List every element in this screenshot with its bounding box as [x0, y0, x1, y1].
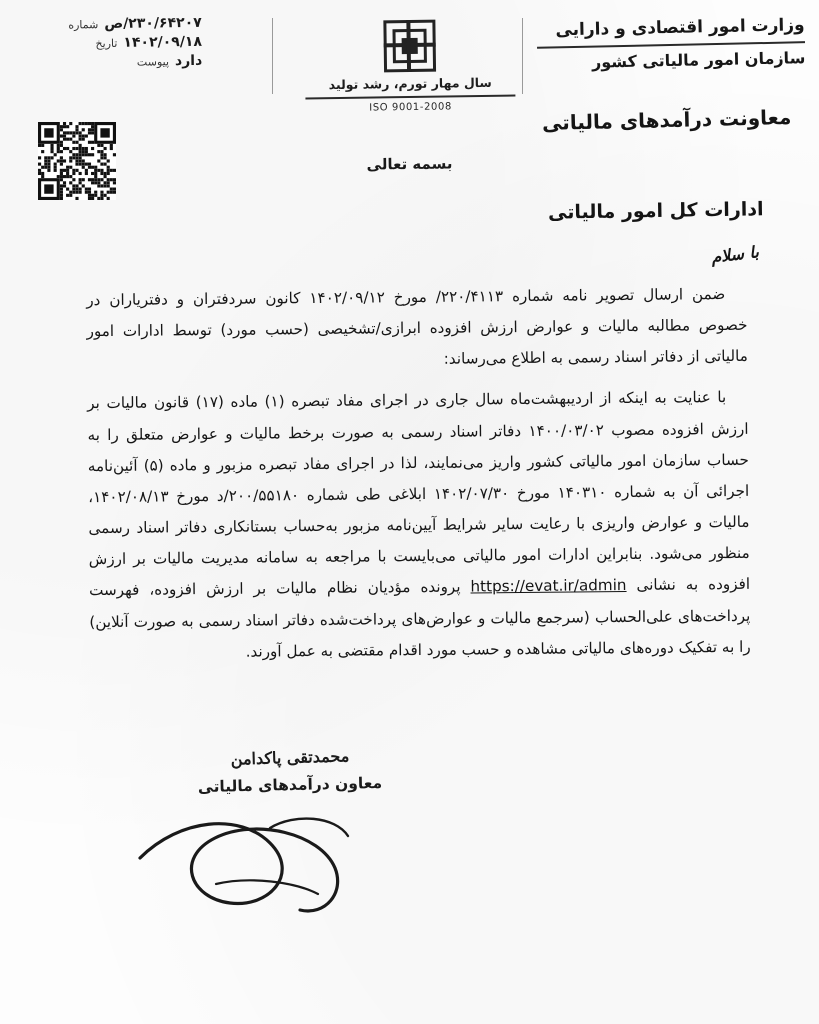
- letter-date-value: ۱۴۰۲/۰۹/۱۸: [123, 33, 203, 51]
- evat-portal-link[interactable]: https://evat.ir/admin: [470, 576, 627, 596]
- letter-number-row: [12, 15, 202, 33]
- ministry-line: وزارت امور اقتصادی و دارایی: [555, 15, 805, 41]
- salutation: [710, 242, 760, 267]
- tax-organization-emblem-icon: [383, 20, 436, 73]
- salutation-text: با سلام: [710, 242, 760, 267]
- paragraph-2-text: با عنایت به اینکه از اردیبهشت‌ماه سال جاری در اجرای مفاد تبصره (۱) ماده (۱۷) قانون مالیات بر ارزش افزوده مصوب ۱۴۰۰/۰۳/۰۲ دفاتر اسناد رسمی به صورت برخط مالیات و عوارض متعلق را به حساب سازمان امور مالیاتی کشور واریز می‌نمایند، لذا در اجرای مفاد تبصره مزبور و ماده (۵) آئین‌نامه اجرائی آن به شماره ۱۴۰۳۱۰ مورخ ۱۴۰۲/۰۷/۳۰ ابلاغی طی شماره ۲۰۰/۵۵۱۸۰/د مورخ ۱۴۰۲/۰۸/۱۳، مالیات و عوارض واریزی با رعایت سایر شرایط آیین‌نامه مزبور به‌حساب بستانکاری دفاتر اسناد رسمی منظور می‌شود. بنابراین ادارات امور مالیاتی می‌بایست با مراجعه به سامانه مدیریت مالیات بر ارزش افزوده به نشانی: [87, 388, 751, 595]
- letter-date-label: تاریخ: [95, 36, 118, 51]
- letter-attachment-row: [12, 53, 202, 71]
- letter-number-label: شماره: [68, 18, 99, 32]
- header-divider-left: [272, 18, 273, 94]
- department-title: معاونت درآمدهای مالیاتی: [541, 104, 792, 136]
- paragraph-3-text: پرونده مؤدیان نظام مالیات بر ارزش افزوده، فهرست پرداخت‌های علی‌الحساب (سرجمع مالیات و عوارض‌های پرداخت‌شده دفاتر اسناد رسمی به صورت آنلاین) را به تفکیک دوره‌های مالیاتی مشاهده و حسب مورد اقدام مقتضی به عمل آورند.: [88, 578, 751, 661]
- year-slogan: سال مهار تورم، رشد تولید: [328, 74, 492, 93]
- paragraph-1: ضمن ارسال تصویر نامه شماره ۲۲۰/۴۱۱۳/ مورخ ۱۴۰۲/۰۹/۱۲ کانون سردفتران و دفتریاران در خصوص مطالبه مالیات و عوارض ارزش افزوده ابرازی/تشخیصی (حسب مورد) توسط ادارات امور مالیاتی از دفاتر اسناد رسمی به اطلاع می‌رساند:: [86, 285, 748, 369]
- letter-body: [86, 279, 751, 679]
- letter-attachment-label: پیوست: [136, 55, 170, 69]
- header-rule-right: [537, 41, 805, 49]
- signatory-name: محمدتقی پاکدامن: [230, 746, 350, 769]
- header-rule-center: [305, 95, 515, 100]
- signatory-title: معاون درآمدهای مالیاتی: [197, 773, 383, 797]
- paragraph-2: [87, 382, 751, 669]
- organization-line: سازمان امور مالیاتی کشور: [591, 48, 806, 72]
- basmalah: بسمه تعالی: [366, 154, 453, 174]
- letterhead: [0, 10, 819, 114]
- letter-date-row: [12, 34, 202, 52]
- header-meta-block: [12, 15, 203, 74]
- header-organization-block: [534, 15, 805, 73]
- letter-number-value: ۲۳۰/۶۴۲۰۷/ص: [104, 14, 202, 33]
- handwritten-signature: [120, 798, 450, 928]
- header-emblem-block: [294, 18, 525, 114]
- letter-attachment-value: دارد: [174, 52, 203, 70]
- addressee: ادارات کل امور مالیاتی: [548, 198, 765, 224]
- iso-certification: ISO 9001-2008: [368, 101, 452, 114]
